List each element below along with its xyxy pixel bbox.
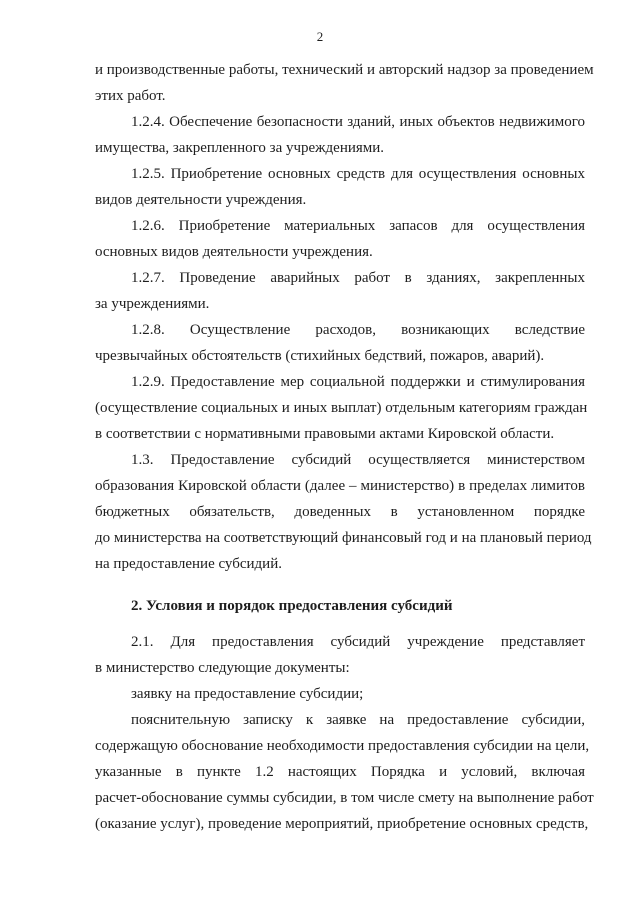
text-line: 2.1. Для предоставления субсидий учреждение представляет (131, 634, 585, 650)
text-line: 1.2.7. Проведение аварийных работ в зданиях, закрепленных (131, 270, 585, 286)
section-heading: 2. Условия и порядок предоставления субсидий (131, 598, 453, 614)
text-line: 1.3. Предоставление субсидий осуществляется министерством (131, 452, 585, 468)
text-line: образования Кировской области (далее – министерство) в пределах лимитов (95, 478, 585, 494)
page-number: 2 (316, 29, 324, 44)
text-line: чрезвычайных обстоятельств (стихийных бедствий, пожаров, аварий). (95, 348, 545, 364)
text-line: 1.2.4. Обеспечение безопасности зданий, иных объектов недвижимого (131, 114, 585, 130)
text-line: имущества, закрепленного за учреждениями. (95, 140, 385, 156)
text-line: 1.2.9. Предоставление мер социальной поддержки и стимулирования (131, 374, 585, 390)
text-line: основных видов деятельности учреждения. (95, 244, 373, 260)
text-line: за учреждениями. (95, 296, 210, 312)
text-line: 1.2.5. Приобретение основных средств для осуществления основных (131, 166, 585, 182)
text-line: расчет-обоснование суммы субсидии, в том числе смету на выполнение работ (95, 790, 594, 806)
text-line: (осуществление социальных и иных выплат) отдельным категориям граждан (95, 400, 588, 416)
text-line: в министерство следующие документы: (95, 660, 350, 676)
text-line: на предоставление субсидий. (95, 556, 282, 572)
text-line: содержащую обоснование необходимости предоставления субсидии на цели, (95, 738, 590, 754)
text-line: указанные в пункте 1.2 настоящих Порядка и условий, включая (95, 764, 585, 780)
text-line: пояснительную записку к заявке на предоставление субсидии, (131, 712, 585, 728)
text-line: 1.2.6. Приобретение материальных запасов для осуществления (131, 218, 585, 234)
text-line: в соответствии с нормативными правовыми актами Кировской области. (95, 426, 555, 442)
text-line: заявку на предоставление субсидии; (131, 686, 364, 702)
text-line: бюджетных обязательств, доведенных в установленном порядке (95, 504, 585, 520)
text-line: до министерства на соответствующий финансовый год и на плановый период (95, 530, 592, 546)
text-line: 1.2.8. Осуществление расходов, возникающих вследствие (131, 322, 585, 338)
text-line: и производственные работы, технический и авторский надзор за проведением (95, 62, 594, 78)
text-line: видов деятельности учреждения. (95, 192, 307, 208)
text-line: (оказание услуг), проведение мероприятий, приобретение основных средств, (95, 816, 589, 832)
text-line: этих работ. (95, 88, 166, 104)
